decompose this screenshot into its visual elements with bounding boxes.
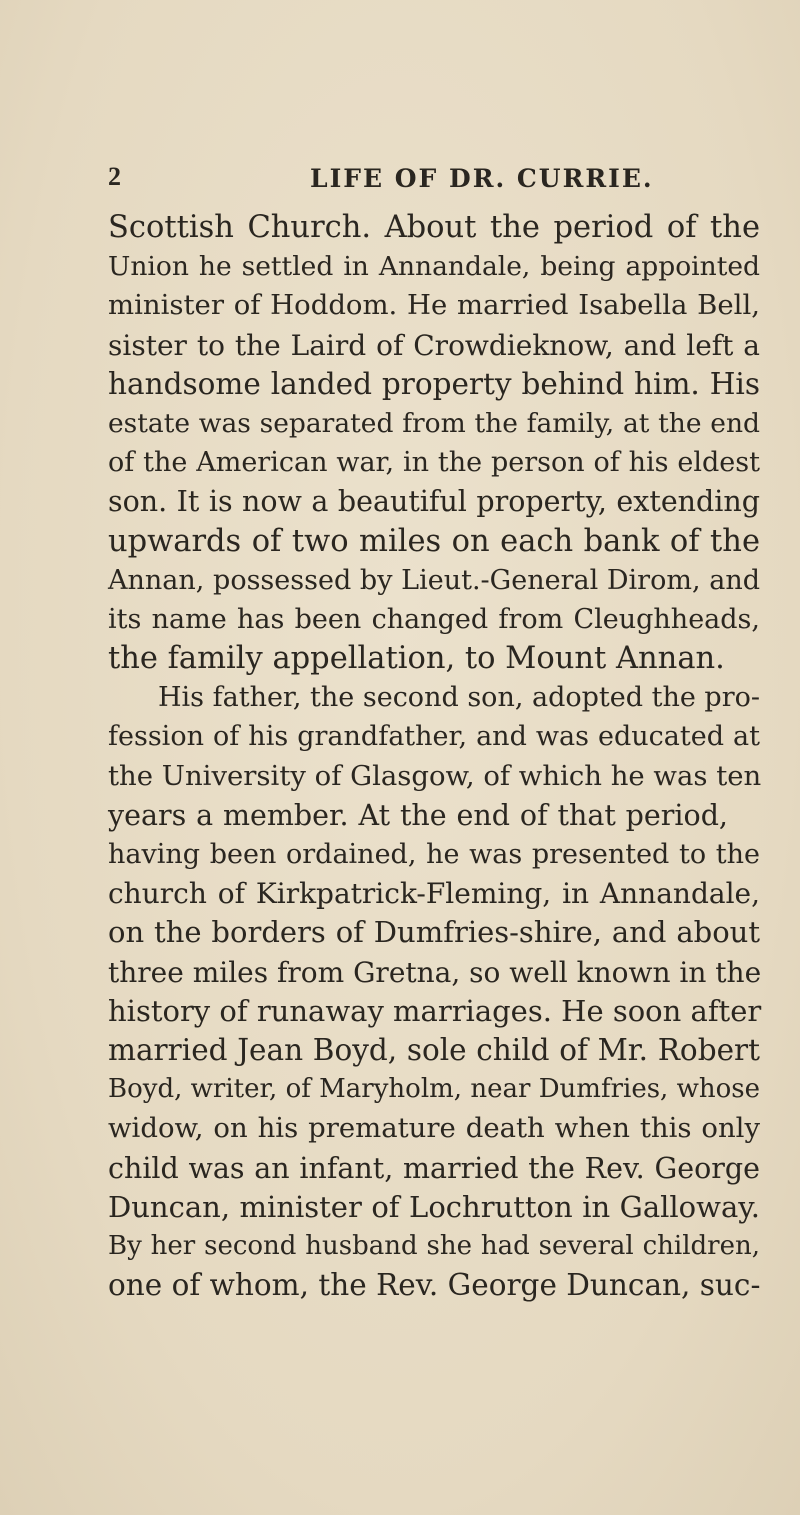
- text-line: Scottish Church. About the period of the: [108, 210, 760, 245]
- text-line: on the borders of Dumfries-shire, and about: [108, 915, 760, 950]
- text-line: widow, on his premature death when this only: [108, 1112, 760, 1145]
- text-line: Annan, possessed by Lieut.-General Dirom, and: [108, 564, 760, 596]
- text-line: minister of Hoddom. He married Isabella Bell,: [108, 289, 760, 322]
- text-line: of the American war, in the person of his eldest: [108, 447, 760, 479]
- body-text: [108, 208, 760, 1305]
- text-line: fession of his grandfather, and was educated at: [108, 721, 760, 753]
- text-line: having been ordained, he was presented to the: [108, 839, 760, 870]
- text-line: By her second husband she had several children,: [108, 1230, 760, 1261]
- text-line: estate was separated from the family, at the end: [108, 407, 760, 439]
- text-line: years a member. At the end of that period,: [108, 798, 728, 832]
- text-line: Boyd, writer, of Maryholm, near Dumfries, whose: [108, 1074, 760, 1105]
- page-header: [110, 158, 730, 198]
- running-head: LIFE OF DR. CURRIE.: [310, 164, 654, 193]
- text-line: one of whom, the Rev. George Duncan, suc-: [108, 1268, 761, 1303]
- text-line: Duncan, minister of Lochrutton in Galloway.: [108, 1189, 760, 1224]
- text-line: its name has been changed from Cleughheads,: [108, 603, 760, 635]
- page-number: 2: [108, 162, 121, 191]
- paragraph-first-line: His father, the second son, adopted the pro-: [158, 682, 760, 714]
- text-line: married Jean Boyd, sole child of Mr. Robert: [108, 1032, 760, 1067]
- text-line: history of runaway marriages. He soon after: [108, 993, 762, 1028]
- text-line: three miles from Gretna, so well known in the: [108, 955, 762, 989]
- text-line: handsome landed property behind him. His: [108, 366, 760, 401]
- text-line: upwards of two miles on each bank of the: [108, 523, 760, 559]
- text-line: the family appellation, to Mount Annan.: [108, 641, 725, 677]
- text-line: son. It is now a beautiful property, extending: [108, 485, 760, 519]
- text-line: church of Kirkpatrick-Fleming, in Annandale,: [108, 877, 760, 911]
- text-line: Union he settled in Annandale, being appointed: [108, 251, 760, 283]
- text-line: sister to the Laird of Crowdieknow, and left a: [108, 328, 760, 362]
- text-line: the University of Glasgow, of which he was ten: [108, 759, 762, 792]
- text-line: child was an infant, married the Rev. George: [108, 1151, 760, 1185]
